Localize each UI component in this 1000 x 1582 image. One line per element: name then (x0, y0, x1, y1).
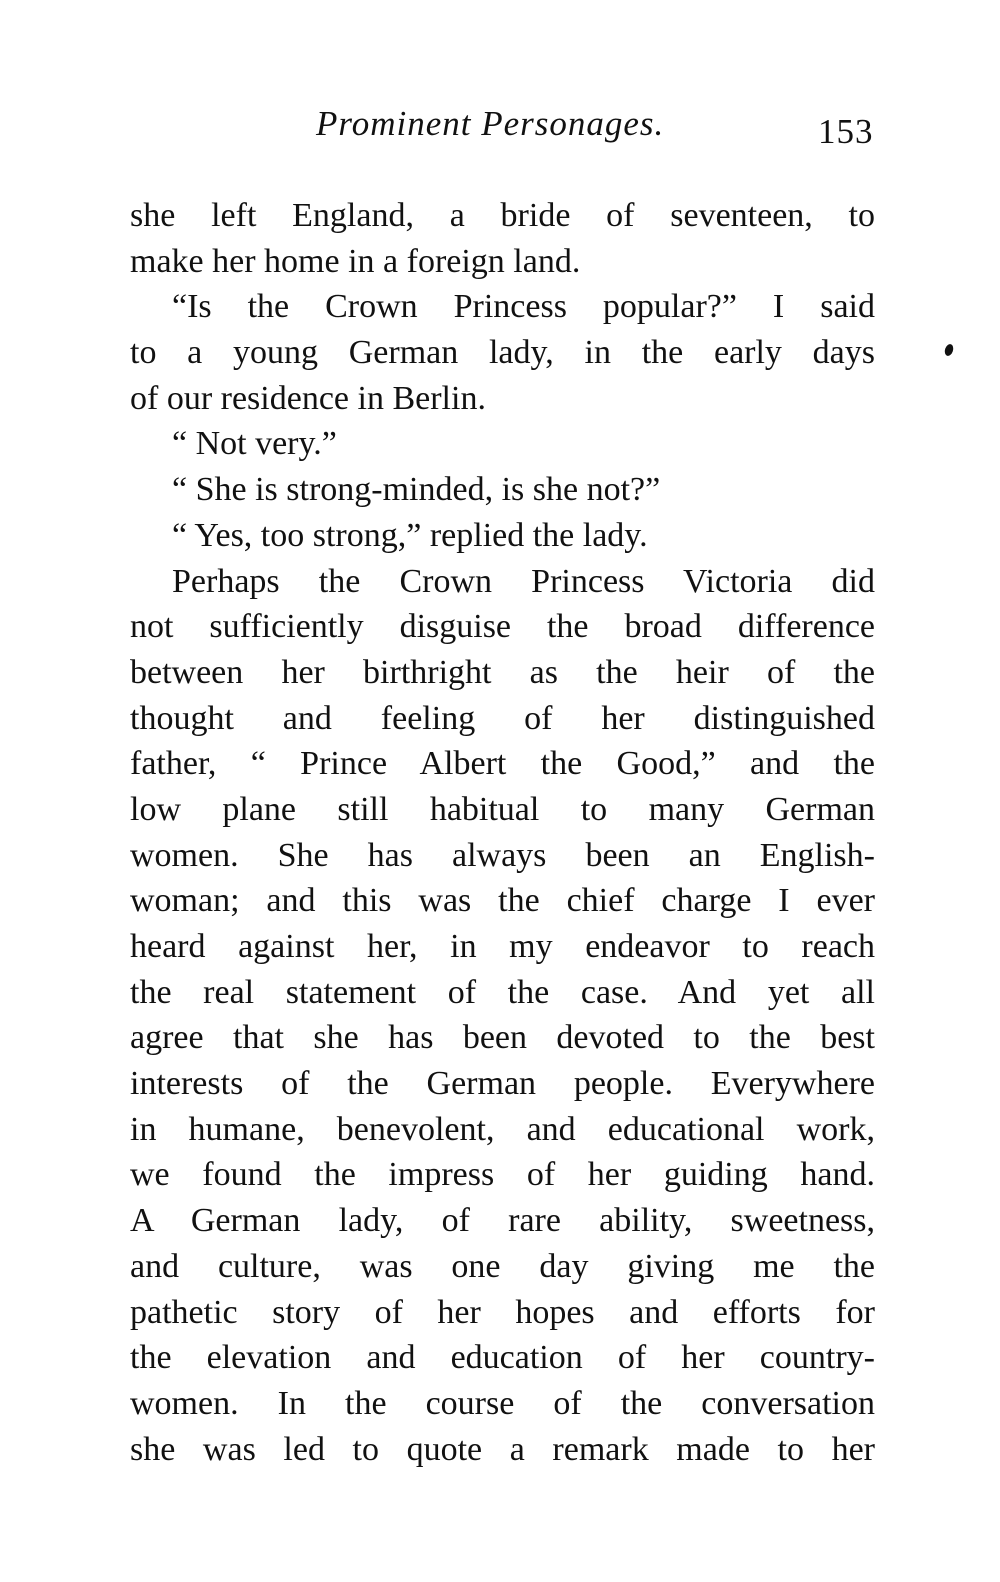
running-title: Prominent Personages. (316, 104, 665, 143)
text-line: the elevation and education of her country- (130, 1339, 875, 1377)
text-line: “Is the Crown Princess popular?” I said (172, 288, 875, 326)
margin-ink-mark (943, 343, 954, 357)
text-line: to a young German lady, in the early days (130, 334, 875, 372)
text-line: heard against her, in my endeavor to reach (130, 928, 875, 965)
text-line: in humane, benevolent, and educational work, (130, 1110, 875, 1148)
text-line: we found the impress of her guiding hand. (130, 1156, 875, 1194)
text-line: not sufficiently disguise the broad difference (130, 608, 875, 646)
text-line: woman; and this was the chief charge I ever (130, 882, 875, 920)
text-line: she left England, a bride of seventeen, to (130, 197, 875, 234)
text-line: “ Yes, too strong,” replied the lady. (172, 516, 648, 554)
text-line: Perhaps the Crown Princess Victoria did (172, 562, 875, 600)
text-line: make her home in a foreign land. (130, 242, 581, 280)
text-line: interests of the German people. Everywhere (130, 1065, 875, 1103)
text-line: women. In the course of the conversation (130, 1384, 875, 1422)
text-line: father, “ Prince Albert the Good,” and the (130, 745, 875, 783)
text-line: she was led to quote a remark made to her (130, 1430, 875, 1468)
text-line: A German lady, of rare ability, sweetness, (130, 1202, 875, 1240)
text-line: the real statement of the case. And yet all (130, 973, 875, 1011)
text-line: agree that she has been devoted to the best (130, 1019, 875, 1057)
page-number: 153 (818, 112, 874, 151)
text-line: between her birthright as the heir of the (130, 653, 875, 691)
text-line: thought and feeling of her distinguished (130, 699, 875, 737)
text-line: “ Not very.” (172, 425, 337, 463)
text-line: and culture, was one day giving me the (130, 1247, 875, 1285)
text-line: pathetic story of her hopes and efforts for (130, 1293, 875, 1331)
text-line: women. She has always been an English- (130, 836, 875, 874)
text-line: “ She is strong-minded, is she not?” (172, 471, 661, 509)
text-line: of our residence in Berlin. (130, 379, 486, 417)
body-text (130, 193, 875, 1472)
text-line: low plane still habitual to many German (130, 790, 875, 828)
